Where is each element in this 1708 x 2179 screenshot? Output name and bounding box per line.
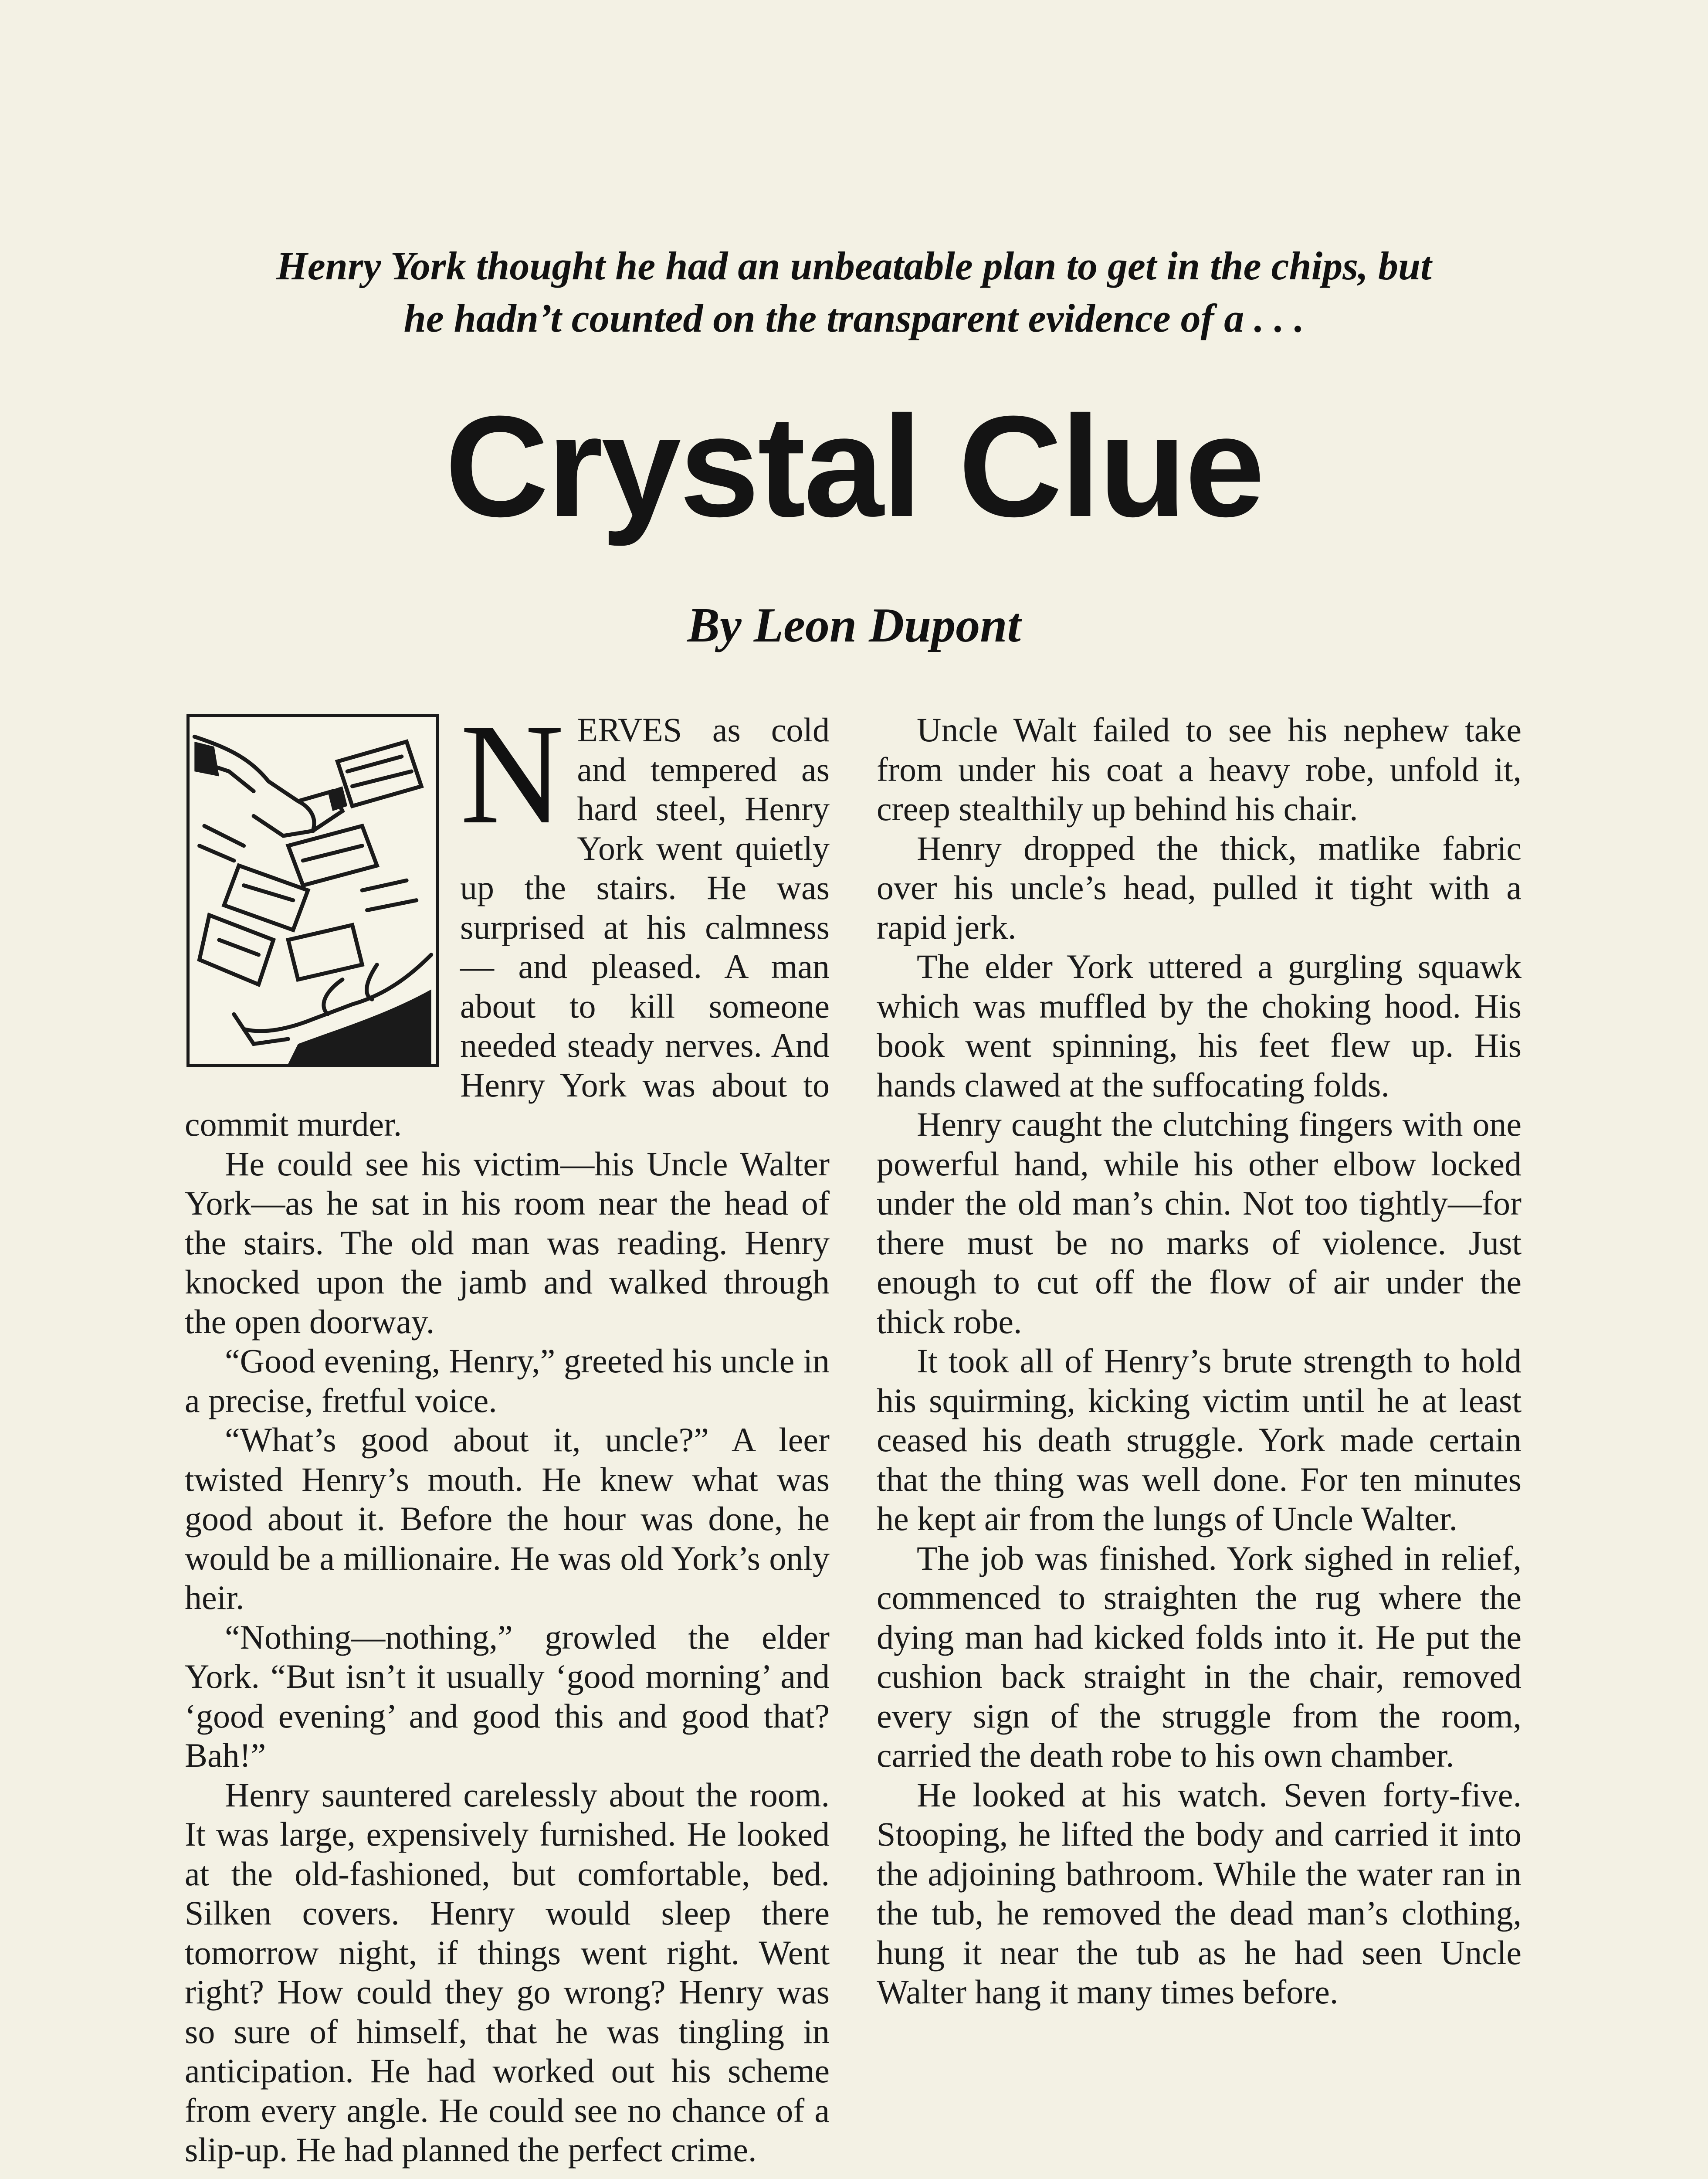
paragraph: He could see his victim—his Uncle Walter York—as he sat in his room near the head of the stairs. The old man was reading. Henry knocked upon the jamb and walked through the open doorway. (185, 1144, 830, 1341)
paragraph: The elder York uttered a gurgling squawk which was muffled by the choking hood. His book went spinning, his feet flew up. His hands clawed at the suffocating folds. (877, 947, 1522, 1104)
story-byline: By Leon Dupont (687, 598, 1021, 652)
story-teaser (131, 240, 1577, 344)
paragraph: Henry dropped the thick, matlike fabric over his uncle’s head, pulled it tight with a rapid jerk. (877, 829, 1522, 946)
left-column (185, 695, 830, 2170)
paragraph: ERVES as cold and tempered as hard steel, Henry York went quietly up the stairs. He was surprised at his calmness — and pleased. A man about to kill someone needed steady nerves. And Henry York was about to commit murder. (185, 711, 830, 1143)
paragraph: Uncle Walt failed to see his nephew take from under his coat a heavy robe, unfold it, creep stealthily up behind his chair. (877, 711, 1522, 828)
hands-money-illustration-icon (186, 714, 439, 1067)
right-column (877, 710, 1522, 2012)
teaser-line-2: he hadn’t counted on the transparent evidence of a . . . (403, 296, 1305, 340)
paragraph: It took all of Henry’s brute strength to hold his squirming, kicking victim until he at least ceased his death struggle. York made certain that the thing was well done. For ten minutes he kept air from the lungs of Uncle Walter. (877, 1342, 1522, 1538)
drop-cap: N (460, 695, 564, 854)
paragraph: Henry caught the clutching fingers with one powerful hand, while his other elbow locked under the old man’s chin. Not too tightly—for there must be no marks of violence. Just enough to cut off the flow of air under the thick robe. (877, 1105, 1522, 1341)
paragraph: He looked at his watch. Seven forty-five. Stooping, he lifted the body and carried it into the adjoining bathroom. While the water ran in the tub, he removed the dead man’s clothing, hung it near the tub as he had seen Uncle Walter hang it many times before. (877, 1775, 1522, 2011)
paragraph: “What’s good about it, uncle?” A leer twisted Henry’s mouth. He knew what was good about it. Before the hour was done, he would be a millionaire. He was old York’s only heir. (185, 1421, 830, 1616)
story-title: Crystal Clue (445, 386, 1263, 546)
paragraph: “Nothing—nothing,” growled the elder York. “But isn’t it usually ‘good morning’ and ‘good evening’ and good this and good that? Bah!” (185, 1618, 830, 1774)
paragraph: “Good evening, Henry,” greeted his uncle in a precise, fretful voice. (185, 1342, 830, 1419)
teaser-line-1: Henry York thought he had an unbeatable plan to get in the chips, but (276, 244, 1432, 288)
paragraph: Henry sauntered carelessly about the room. It was large, expensively furnished. He looked at the old-fashioned, but comfortable, bed. Silken covers. Henry would sleep there tomorrow night, if things went right. Went right? How could they go wrong? Henry was so sure of himself, that he was tingling in anticipation. He had worked out his scheme from every angle. He could see no chance of a slip-up. He had planned the perfect crime. (185, 1775, 830, 2169)
paragraph: The job was finished. York sighed in relief, commenced to straighten the rug where the dying man had kicked folds into it. He put the cushion back straight in the chair, removed every sign of the struggle from the room, carried the death robe to his own chamber. (877, 1539, 1522, 1774)
